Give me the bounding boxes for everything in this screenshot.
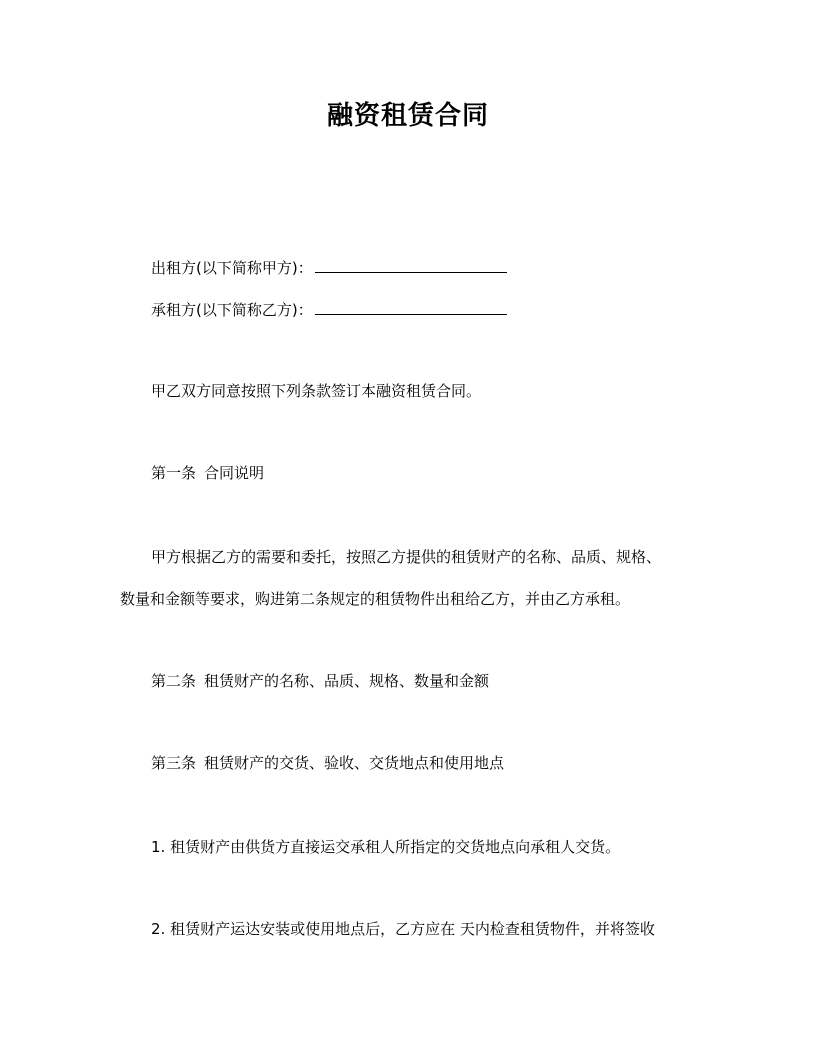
party-b-blank-line bbox=[315, 298, 507, 315]
article-3-item-1: 1. 租赁财产由供货方直接运交承租人所指定的交货地点向承租人交货。 bbox=[151, 838, 621, 856]
article-1-heading bbox=[151, 462, 264, 484]
party-a-row bbox=[151, 256, 507, 279]
article-1-line-2: 数量和金额等要求，购进第二条规定的租赁物件出租给乙方，并由乙方承租。 bbox=[120, 590, 631, 608]
article-3-number: 第三条 bbox=[151, 754, 197, 772]
article-2-title: 租赁财产的名称、品质、规格、数量和金额 bbox=[204, 672, 490, 690]
party-b-label: 承租方(以下简称乙方)： bbox=[151, 301, 313, 319]
article-3-heading bbox=[151, 752, 504, 774]
article-2-number: 第二条 bbox=[151, 672, 197, 690]
article-1-title: 合同说明 bbox=[204, 464, 265, 482]
article-3-title: 租赁财产的交货、验收、交货地点和使用地点 bbox=[204, 754, 505, 772]
document-title: 融资租赁合同 bbox=[326, 101, 489, 131]
agreement-paragraph: 甲乙双方同意按照下列条款签订本融资租赁合同。 bbox=[151, 382, 482, 400]
article-1-number: 第一条 bbox=[151, 464, 197, 482]
party-a-blank-line bbox=[315, 256, 507, 273]
article-1-line-1: 甲方根据乙方的需要和委托，按照乙方提供的租赁财产的名称、品质、规格、 bbox=[151, 548, 662, 566]
party-a-label: 出租方(以下简称甲方)： bbox=[151, 259, 313, 277]
article-2-heading bbox=[151, 670, 489, 692]
article-3-item-2: 2. 租赁财产运达安装或使用地点后，乙方应在 天内检查租赁物件，并将签收 bbox=[151, 920, 655, 938]
party-b-row bbox=[151, 298, 507, 321]
